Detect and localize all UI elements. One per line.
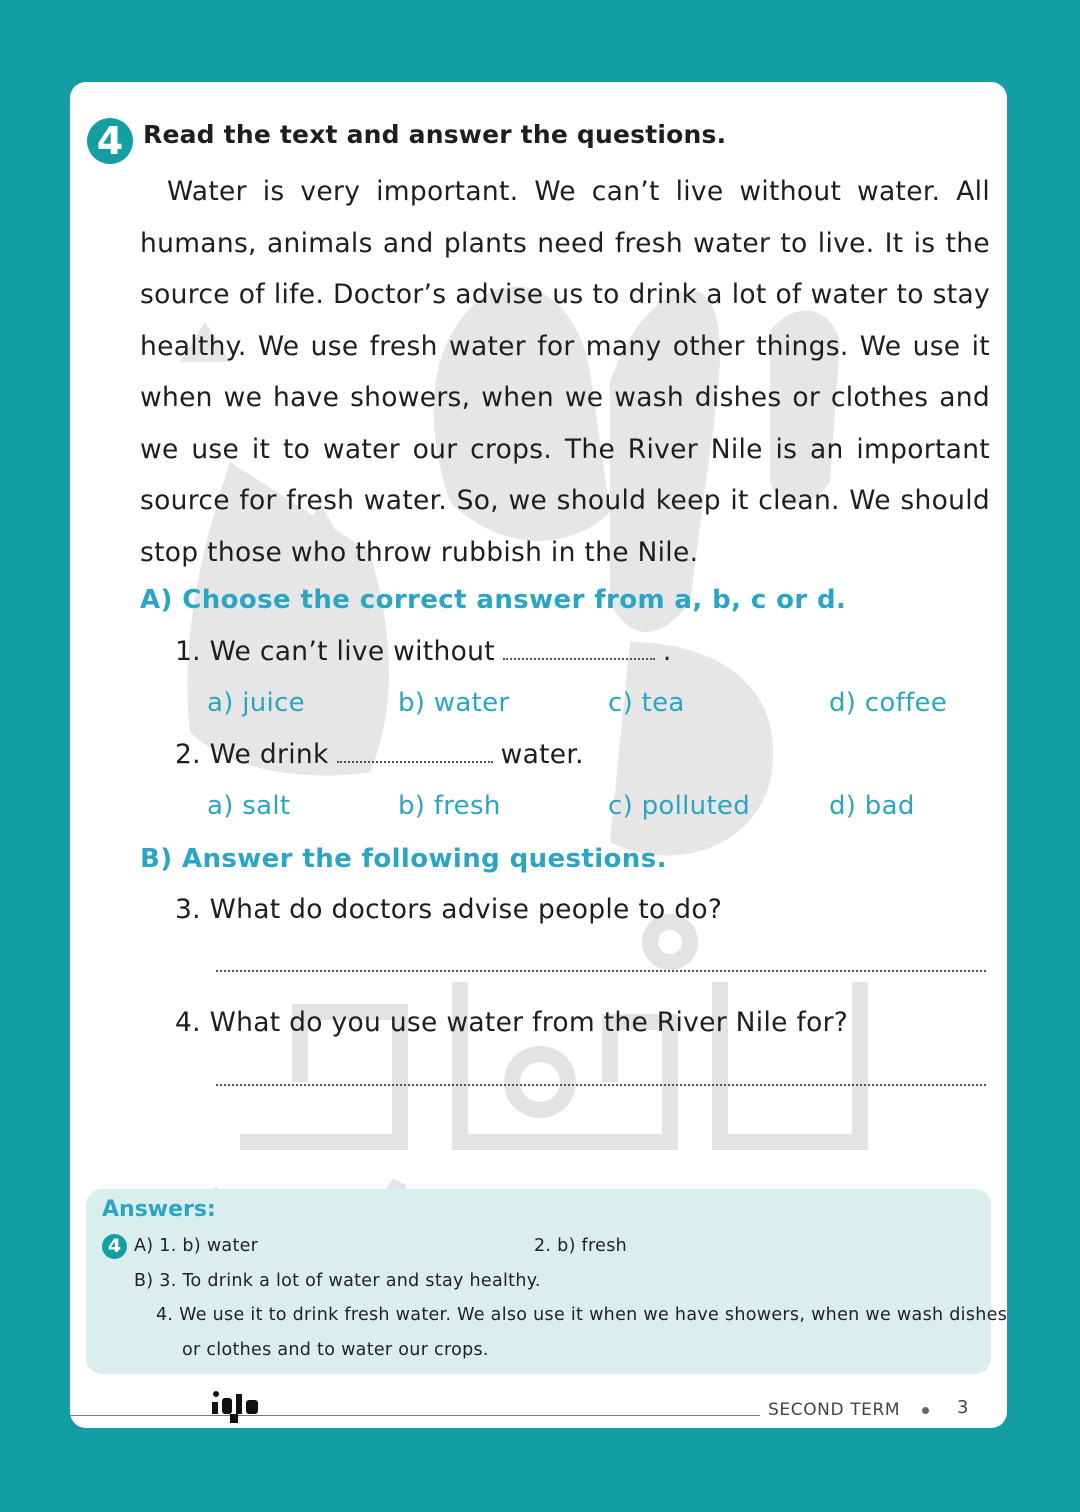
answer-blank[interactable] xyxy=(503,657,655,660)
publisher-logo xyxy=(210,1388,262,1424)
answer-b4-line2: or clothes and to water our crops. xyxy=(182,1340,489,1360)
worksheet-page xyxy=(70,82,1007,1428)
exercise-number-badge: 4 xyxy=(87,118,133,164)
question-3: 3. What do doctors advise people to do? xyxy=(175,894,723,925)
answer-key-number-badge: 4 xyxy=(102,1234,127,1259)
option-1a[interactable]: a) juice xyxy=(207,688,305,718)
answer-key-box xyxy=(86,1189,1007,1374)
section-b-heading: B) Answer the following questions. xyxy=(140,844,667,874)
question-2-end: water. xyxy=(500,739,584,770)
answer-blank[interactable] xyxy=(337,760,493,763)
section-a-heading: A) Choose the correct answer from a, b, c or d. xyxy=(140,585,847,615)
exercise-instruction: Read the text and answer the questions. xyxy=(143,120,727,149)
reading-passage: Water is very important. We can’t live without water. All humans, animals and plants need fresh water to live. It is the source of life. Doctor’s advise us to drink a lot of water to stay healthy. We use fresh water for many other things. We use it when we have showers, when we wash dishes or clothes and we use it to water our crops. The River Nile is an important source for fresh water. So, we should keep it clean. We should stop those who throw rubbish in the Nile. xyxy=(140,176,990,568)
question-1-text: 1. We can’t live without xyxy=(175,636,495,667)
footer-rule xyxy=(70,1415,760,1416)
question-2-text: 2. We drink xyxy=(175,739,329,770)
page-number: 3 xyxy=(957,1397,969,1418)
answer-b3: B) 3. To drink a lot of water and stay healthy. xyxy=(134,1271,541,1291)
footer-separator-dot xyxy=(922,1407,929,1414)
option-2a[interactable]: a) salt xyxy=(207,791,291,821)
option-2d[interactable]: d) bad xyxy=(829,791,915,821)
answer-line-3[interactable] xyxy=(216,969,986,972)
footer-term-label: SECOND TERM xyxy=(768,1400,901,1420)
answer-line-4[interactable] xyxy=(216,1083,986,1086)
option-2c[interactable]: c) polluted xyxy=(608,791,751,821)
question-1-end: . xyxy=(662,636,672,667)
option-1b[interactable]: b) water xyxy=(398,688,510,718)
question-1 xyxy=(175,636,672,667)
option-1d[interactable]: d) coffee xyxy=(829,688,948,718)
answer-b4-line1: 4. We use it to drink fresh water. We also use it when we have showers, when we wash dishes xyxy=(156,1305,1007,1325)
question-2 xyxy=(175,739,584,770)
answer-a2: 2. b) fresh xyxy=(534,1236,628,1256)
answer-key-heading: Answers: xyxy=(102,1197,216,1222)
answer-a1: A) 1. b) water xyxy=(134,1236,259,1256)
question-4: 4. What do you use water from the River Nile for? xyxy=(175,1007,849,1038)
option-2b[interactable]: b) fresh xyxy=(398,791,501,821)
option-1c[interactable]: c) tea xyxy=(608,688,685,718)
